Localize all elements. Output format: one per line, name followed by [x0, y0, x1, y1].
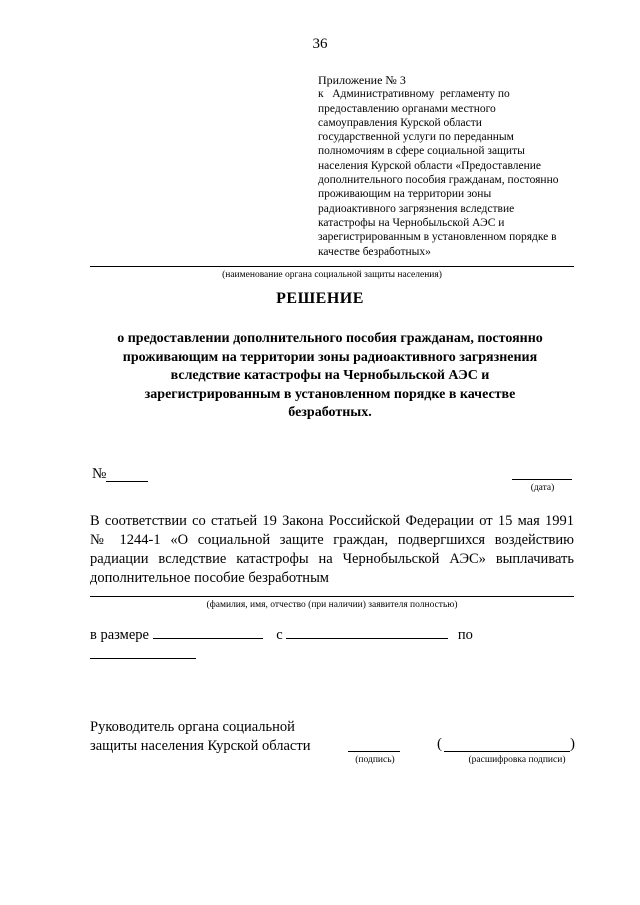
date-caption: (дата)	[530, 483, 555, 493]
applicant-name-caption: (фамилия, имя, отчество (при наличии) заявителя полностью)	[206, 600, 458, 610]
amount-row	[90, 624, 580, 664]
signature-field-line[interactable]	[348, 751, 400, 752]
to-date-field[interactable]	[90, 644, 196, 659]
from-date-field[interactable]	[286, 624, 448, 639]
subtitle-line: проживающим на территории зоны радиоактивного загрязнения	[122, 349, 538, 365]
number-field-line[interactable]	[106, 481, 148, 482]
body-line: В соответствии со статьей 19 Закона Российской Федерации от 15 мая 1991	[90, 513, 574, 529]
appendix-line: зарегистрированным в установленном порядке в	[318, 231, 557, 244]
from-label: с	[276, 627, 283, 643]
document-subtitle	[100, 330, 560, 423]
subtitle-line: о предоставлении дополнительного пособия гражданам, постоянно	[117, 331, 543, 346]
appendix-line: самоуправления Курской области	[318, 116, 482, 129]
signer-block	[90, 718, 310, 756]
applicant-name-line[interactable]	[90, 596, 574, 597]
body-line: дополнительное пособие безработным	[90, 570, 329, 586]
appendix-line: государственной услуги по переданным	[318, 131, 514, 144]
subtitle-line: вследствие катастрофы на Чернобыльской АЭС и	[170, 368, 490, 383]
appendix-line: радиоактивного загрязнения вследствие	[318, 202, 515, 215]
appendix-line: предоставлению органами местного	[318, 102, 496, 115]
appendix-title: Приложение № 3	[318, 73, 406, 87]
appendix-line: дополнительного пособия гражданам, постоянно	[318, 174, 559, 187]
subtitle-line: зарегистрированным в установленном порядке в качестве	[144, 386, 516, 402]
appendix-block	[318, 73, 580, 259]
signer-line: Руководитель органа социальной	[90, 719, 295, 735]
page-number: 36	[312, 36, 328, 52]
date-field-line[interactable]	[512, 479, 572, 480]
body-paragraph	[90, 512, 574, 588]
signer-line: защиты населения Курской области	[90, 738, 311, 754]
amount-label: в размере	[90, 627, 149, 643]
appendix-line: населения Курской области «Предоставление	[318, 159, 541, 172]
number-label: №	[92, 466, 107, 482]
appendix-line: проживающим на территории зоны	[318, 188, 492, 201]
body-line: радиации вследствие катастрофы на Чернобыльской АЭС» выплачивать	[90, 551, 574, 567]
appendix-line: катастрофы на Чернобыльской АЭС и	[318, 216, 505, 229]
decode-open-paren: (	[437, 736, 442, 752]
document-title: РЕШЕНИЕ	[276, 290, 364, 307]
organ-name-line	[90, 266, 574, 267]
signature-decode-caption: (расшифровка подписи)	[468, 755, 566, 765]
appendix-line: качестве безработных»	[318, 245, 431, 258]
signature-decode-field-line[interactable]	[444, 751, 570, 752]
appendix-line: к Административному регламенту по	[318, 88, 510, 101]
decode-close-paren: )	[570, 736, 575, 752]
signature-caption: (подпись)	[355, 755, 395, 765]
organ-name-caption: (наименование органа социальной защиты населения)	[222, 270, 442, 280]
to-label: по	[457, 627, 473, 643]
appendix-line: полномочиям в сфере социальной защиты	[318, 145, 525, 158]
body-line: № 1244-1 «О социальной защите граждан, подвергшихся воздействию	[90, 532, 574, 548]
amount-field[interactable]	[153, 624, 263, 639]
subtitle-line: безработных.	[288, 405, 372, 420]
